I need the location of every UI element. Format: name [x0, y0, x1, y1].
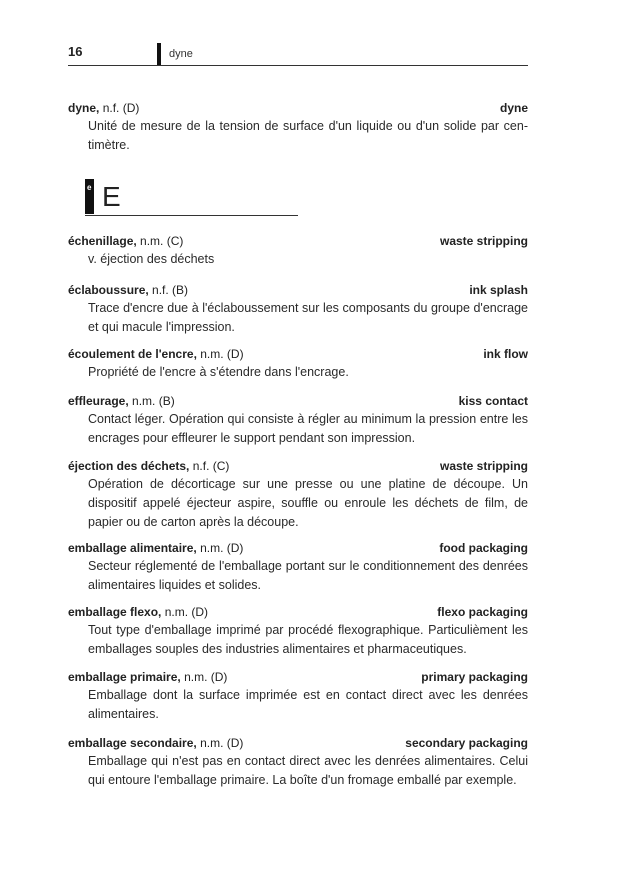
- entry-term: éclaboussure,: [68, 283, 149, 297]
- entry-grammar: n.m. (C): [140, 234, 184, 248]
- section-marker-small-letter: e: [87, 183, 92, 192]
- entry-definition: Unité de mesure de la tension de surface d'un liquide ou d'un solide par cen-timètre.: [88, 119, 528, 152]
- entry-term: écoulement de l'encre,: [68, 347, 197, 361]
- entry-translation: ink flow: [483, 347, 528, 361]
- entry-head: [68, 458, 528, 474]
- dictionary-entry: [68, 669, 528, 724]
- entry-head: [68, 100, 528, 116]
- dictionary-entry: [68, 233, 528, 269]
- entry-grammar: n.m. (D): [200, 541, 244, 555]
- page-header: [68, 43, 528, 66]
- dictionary-entry: [68, 282, 528, 337]
- entry-term: emballage alimentaire,: [68, 541, 197, 555]
- entry-term: échenillage,: [68, 234, 137, 248]
- entry-translation: food packaging: [439, 541, 528, 555]
- dictionary-entry: [68, 540, 528, 595]
- entry-translation: dyne: [499, 101, 528, 115]
- entry-head: [68, 233, 528, 249]
- entry-grammar: n.f. (D): [102, 101, 140, 115]
- section-marker-box: [85, 179, 94, 214]
- running-head: dyne: [169, 48, 193, 60]
- entry-grammar: n.m. (B): [132, 394, 175, 408]
- entry-term: emballage primaire,: [68, 670, 181, 684]
- dictionary-entry: [68, 735, 528, 790]
- section-heading: [85, 179, 298, 216]
- entry-definition: Tout type d'emballage imprimé par procédé flexographique. Particulièment les emballages souples des industries alimentaires et pharmaceutiques.: [88, 623, 528, 656]
- entry-definition: Trace d'encre due à l'éclaboussement sur les composants du groupe d'encrage et qui macule l'impression.: [88, 301, 528, 334]
- entry-term: effleurage,: [68, 394, 129, 408]
- dictionary-entry: [68, 458, 528, 532]
- entry-head: [68, 282, 528, 298]
- entry-head: [68, 604, 528, 620]
- entry-translation: secondary packaging: [405, 736, 528, 750]
- entry-translation: primary packaging: [421, 670, 528, 684]
- entry-head: [68, 735, 528, 751]
- entry-translation: ink splash: [469, 283, 528, 297]
- entry-definition: Emballage qui n'est pas en contact direct avec les denrées alimentaires. Celui qui entoure l'emballage primaire. La boîte d'un fromage emballé par exemple.: [88, 754, 528, 787]
- entry-translation: kiss contact: [458, 394, 528, 408]
- entry-head: [68, 346, 528, 362]
- entry-term: emballage flexo,: [68, 605, 162, 619]
- entry-grammar: n.m. (D): [200, 736, 244, 750]
- entry-grammar: n.m. (D): [164, 605, 209, 619]
- entry-translation: waste stripping: [439, 234, 528, 248]
- entry-grammar: n.m. (D): [200, 347, 244, 361]
- dictionary-entry: [68, 346, 528, 382]
- header-divider-bar: [157, 43, 161, 65]
- entry-term: éjection des déchets,: [68, 459, 190, 473]
- entry-definition: Contact léger. Opération qui consiste à régler au minimum la pression entre les encrages pour effleurer le support pendant son impression.: [88, 412, 528, 445]
- entry-head: [68, 393, 528, 409]
- entry-head: [68, 669, 528, 685]
- entry-definition: Propriété de l'encre à s'étendre dans l'encrage.: [88, 365, 349, 379]
- entry-definition: Secteur réglementé de l'emballage portant sur le conditionnement des denrées alimentaires liquides et solides.: [88, 559, 528, 592]
- section-letter: E: [102, 181, 121, 212]
- entry-translation: flexo packaging: [437, 605, 528, 619]
- entry-grammar: n.m. (D): [184, 670, 228, 684]
- entry-term: emballage secondaire,: [68, 736, 197, 750]
- dictionary-entry: [68, 604, 528, 659]
- entry-grammar: n.f. (C): [192, 459, 230, 473]
- entry-term: dyne,: [68, 101, 100, 115]
- entry-translation: waste stripping: [439, 459, 528, 473]
- dictionary-entry: [68, 100, 528, 155]
- page-number: 16: [68, 44, 83, 59]
- entry-head: [68, 540, 528, 556]
- entry-definition: v. éjection des déchets: [88, 252, 215, 266]
- entry-definition: Opération de décorticage sur une presse ou une platine de découpe. Un dispositif appelé éjecteur aspire, souffle ou enroule les déchets de film, de papier ou de carton après la découpe.: [88, 477, 528, 529]
- dictionary-entry: [68, 393, 528, 448]
- entry-grammar: n.f. (B): [152, 283, 189, 297]
- entry-definition: Emballage dont la surface imprimée est en contact direct avec les denrées alimentaires.: [88, 688, 528, 721]
